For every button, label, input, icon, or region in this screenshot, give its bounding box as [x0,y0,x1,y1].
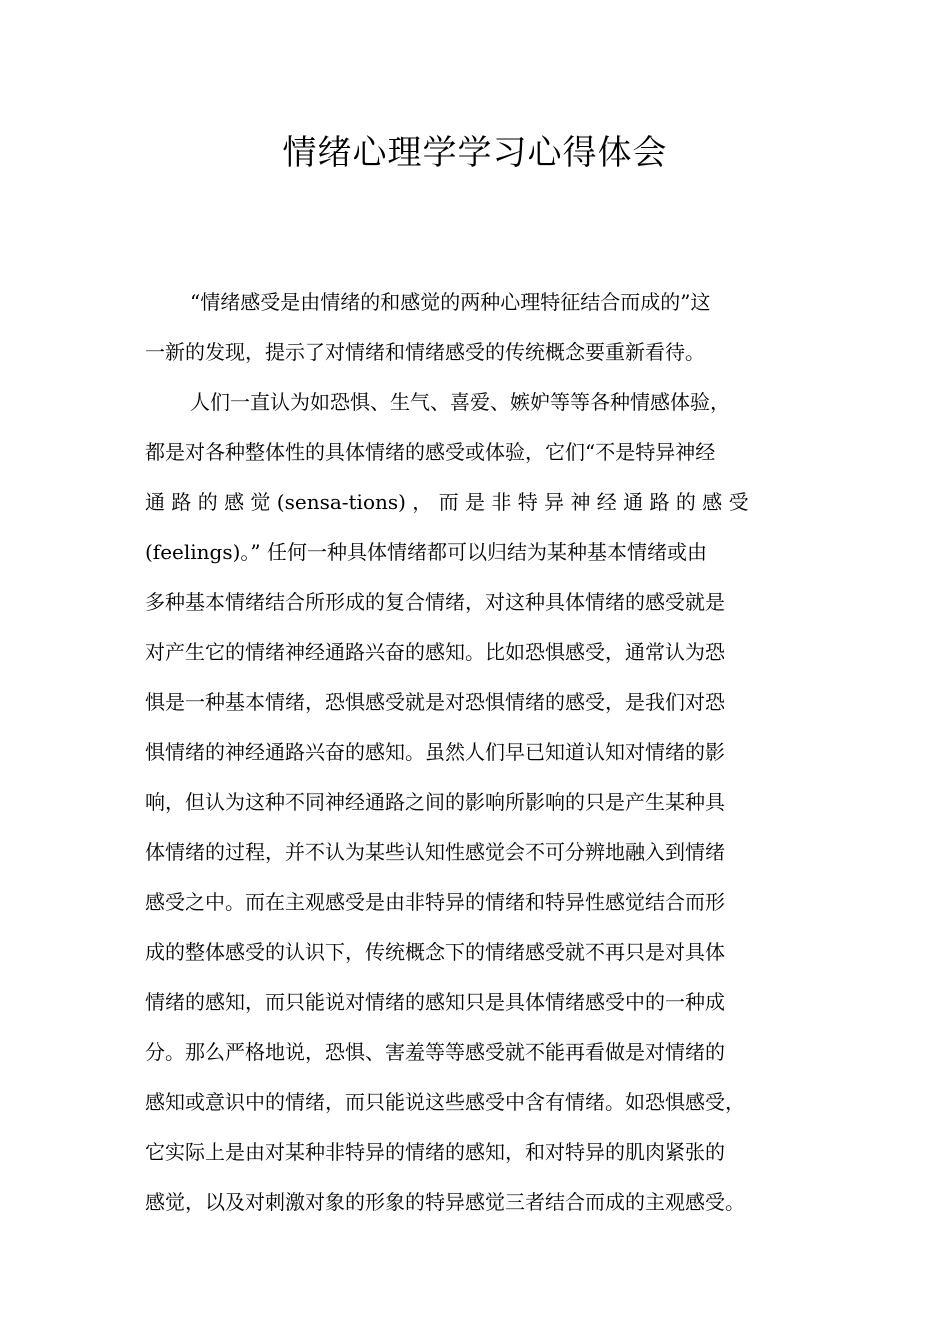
paragraph-line: 惧是一种基本情绪，恐惧感受就是对恐惧情绪的感受，是我们对恐 [145,690,725,714]
paragraph-line: 人们一直认为如恐惧、生气、喜爱、嫉妒等等各种情感体验， [190,390,730,414]
paragraph-line: 感觉，以及对刺激对象的形象的特异感觉三者结合而成的主观感受。 [145,1190,745,1214]
paragraph-line: 成的整体感受的认识下，传统概念下的情绪感受就不再只是对具体 [145,940,725,964]
paragraph-line: (feelings)。” 任何一种具体情绪都可以归结为某种基本情绪或由 [145,540,708,564]
paragraph-line: 都是对各种整体性的具体情绪的感受或体验，它们“不是特异神经 [145,440,716,464]
paragraph-line: 惧情绪的神经通路兴奋的感知。虽然人们早已知道认知对情绪的影 [145,740,725,764]
paragraph-line: 响，但认为这种不同神经通路之间的影响所影响的只是产生某种具 [145,790,725,814]
paragraph-line: “情绪感受是由情绪的和感觉的两种心理特征结合而成的”这 [190,290,711,314]
paragraph-line: 感受之中。而在主观感受是由非特异的情绪和特异性感觉结合而形 [145,890,725,914]
paragraph-line: 它实际上是由对某种非特异的情绪的感知，和对特异的肌肉紧张的 [145,1140,725,1164]
paragraph-line: 通 路 的 感 觉 (sensa-tions) ， 而 是 非 特 异 神 经 通 路 的 感 受 [145,490,749,514]
paragraph-line: 情绪的感知，而只能说对情绪的感知只是具体情绪感受中的一种成 [145,990,725,1014]
paragraph-line: 一新的发现，提示了对情绪和情绪感受的传统概念要重新看待。 [145,340,705,364]
paragraph-line: 对产生它的情绪神经通路兴奋的感知。比如恐惧感受，通常认为恐 [145,640,725,664]
paragraph-line: 体情绪的过程，并不认为某些认知性感觉会不可分辨地融入到情绪 [145,840,725,864]
paragraph-line: 多种基本情绪结合所形成的复合情绪，对这种具体情绪的感受就是 [145,590,725,614]
paragraph-line: 感知或意识中的情绪，而只能说这些感受中含有情绪。如恐惧感受， [145,1090,745,1114]
document-title: 情绪心理学学习心得体会 [282,133,668,173]
paragraph-line: 分。那么严格地说，恐惧、害羞等等感受就不能再看做是对情绪的 [145,1040,725,1064]
